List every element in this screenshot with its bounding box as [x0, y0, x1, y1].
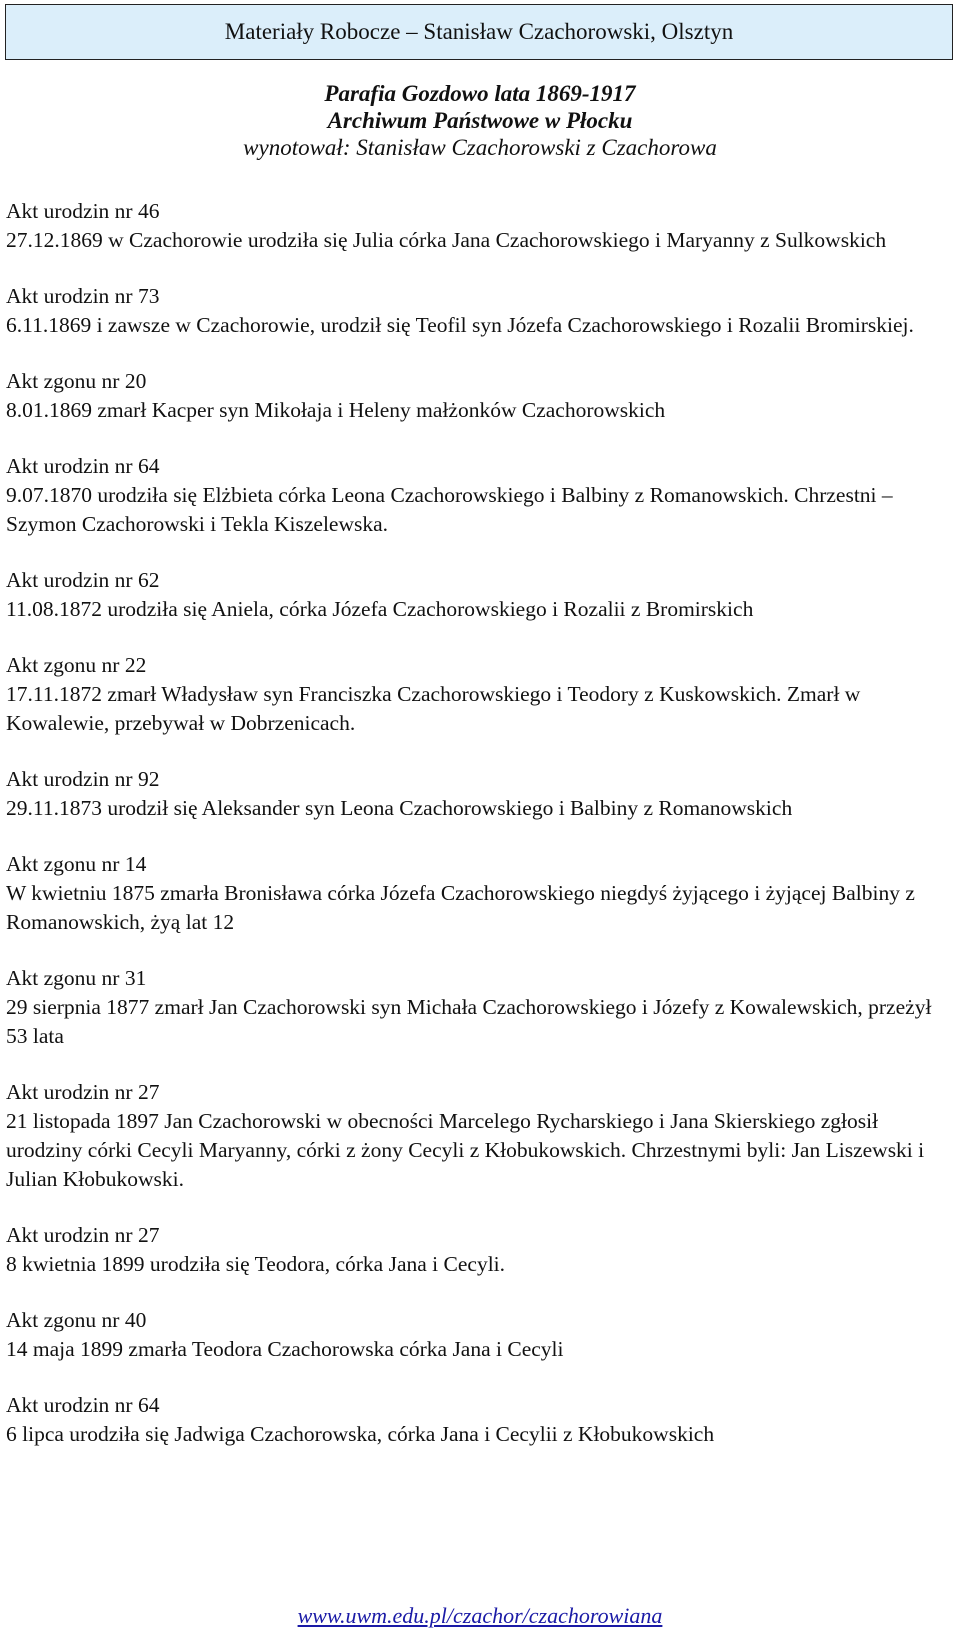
record-text: 29 sierpnia 1877 zmarł Jan Czachorowski syn Michała Czachorowskiego i Józefy z Kowalewskich, przeżył 53 lata [6, 995, 932, 1048]
record-text: 17.11.1872 zmarł Władysław syn Franciszka Czachorowskiego i Teodory z Kuskowskich. Zmarł w Kowalewie, przebywał w Dobrzenicach. [6, 682, 861, 735]
record-heading: Akt urodzin nr 64 [6, 1393, 160, 1417]
record-heading: Akt zgonu nr 14 [6, 852, 147, 876]
record-text: 8 kwietnia 1899 urodziła się Teodora, córka Jana i Cecyli. [6, 1252, 506, 1276]
record-heading: Akt urodzin nr 64 [6, 454, 160, 478]
record-entry [6, 452, 956, 539]
footer-website-link[interactable]: www.uwm.edu.pl/czachor/czachorowiana [297, 1603, 663, 1628]
record-entry [6, 765, 956, 823]
record-list [6, 197, 956, 1476]
document-title-block [0, 80, 960, 161]
page-header-box [5, 4, 953, 60]
record-text: 27.12.1869 w Czachorowie urodziła się Julia córka Jana Czachorowskiego i Maryanny z Sulkowskich [6, 228, 887, 252]
archive-title: Archiwum Państwowe w Płocku [327, 108, 633, 133]
record-heading: Akt urodzin nr 92 [6, 767, 160, 791]
record-heading: Akt zgonu nr 40 [6, 1308, 147, 1332]
parish-title: Parafia Gozdowo lata 1869-1917 [324, 81, 636, 106]
record-text: W kwietniu 1875 zmarła Bronisława córka Józefa Czachorowskiego niegdyś żyjącego i żyjącej Balbiny z Romanowskich, żyą lat 12 [6, 881, 915, 934]
record-entry [6, 367, 956, 425]
record-text: 9.07.1870 urodziła się Elżbieta córka Leona Czachorowskiego i Balbiny z Romanowskich. Chrzestni – Szymon Czachorowski i Tekla Kiszelewska. [6, 483, 893, 536]
record-entry [6, 651, 956, 738]
record-heading: Akt zgonu nr 20 [6, 369, 147, 393]
record-text: 21 listopada 1897 Jan Czachorowski w obecności Marcelego Rycharskiego i Jana Skierskiego zgłosił urodziny córki Cecyli Maryanny, córki z żony Cecyli z Kłobukowskich. Chrzestnymi byli: Jan Liszewski i Julian Kłobukowski. [6, 1109, 925, 1191]
record-text: 11.08.1872 urodziła się Aniela, córka Józefa Czachorowskiego i Rozalii z Bromirskich [6, 597, 754, 621]
record-heading: Akt zgonu nr 31 [6, 966, 147, 990]
record-entry [6, 1221, 956, 1279]
record-entry [6, 964, 956, 1051]
record-entry [6, 566, 956, 624]
record-heading: Akt zgonu nr 22 [6, 653, 147, 677]
record-heading: Akt urodzin nr 73 [6, 284, 160, 308]
record-heading: Akt urodzin nr 27 [6, 1223, 160, 1247]
record-text: 6 lipca urodziła się Jadwiga Czachorowska, córka Jana i Cecylii z Kłobukowskich [6, 1422, 715, 1446]
author-line: wynotował: Stanisław Czachorowski z Czachorowa [243, 135, 717, 160]
record-text: 6.11.1869 i zawsze w Czachorowie, urodził się Teofil syn Józefa Czachorowskiego i Rozalii Bromirskiej. [6, 313, 914, 337]
header-text: Materiały Robocze – Stanisław Czachorowski, Olsztyn [224, 19, 734, 44]
record-text: 8.01.1869 zmarł Kacper syn Mikołaja i Heleny małżonków Czachorowskich [6, 398, 666, 422]
record-entry [6, 1391, 956, 1449]
record-text: 14 maja 1899 zmarła Teodora Czachorowska córka Jana i Cecyli [6, 1337, 564, 1361]
record-entry [6, 1078, 956, 1194]
record-entry [6, 1306, 956, 1364]
record-heading: Akt urodzin nr 62 [6, 568, 160, 592]
record-entry [6, 850, 956, 937]
record-heading: Akt urodzin nr 27 [6, 1080, 160, 1104]
record-heading: Akt urodzin nr 46 [6, 199, 160, 223]
record-entry [6, 197, 956, 255]
record-text: 29.11.1873 urodził się Aleksander syn Leona Czachorowskiego i Balbiny z Romanowskich [6, 796, 793, 820]
record-entry [6, 282, 956, 340]
